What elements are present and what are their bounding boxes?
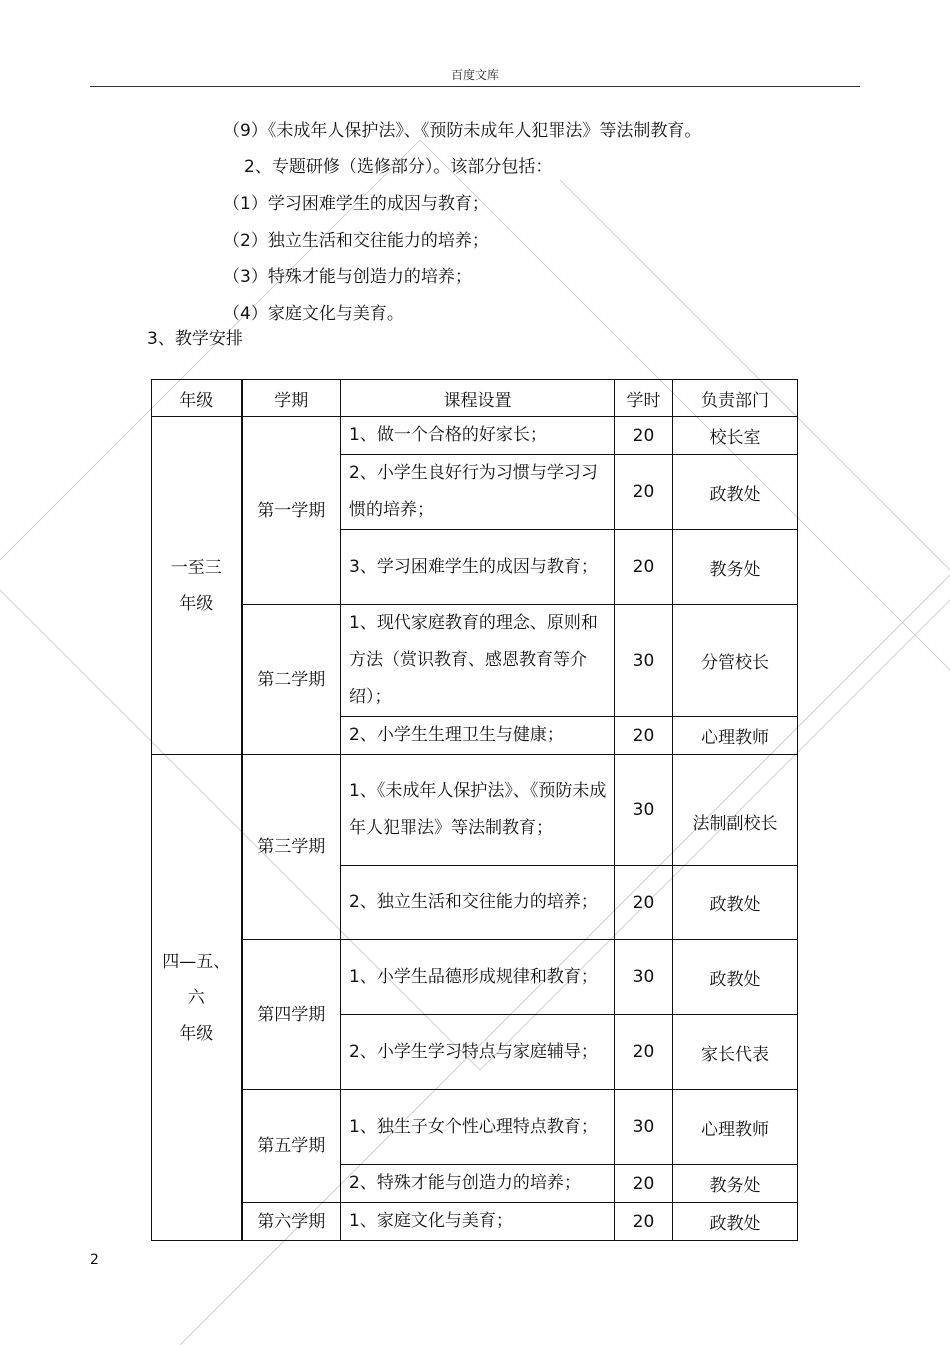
course-cell: 1、现代家庭教育的理念、原则和方法（赏识教育、感恩教育等介绍）；	[341, 605, 615, 717]
header-rule	[90, 86, 860, 87]
header-title: 百度文库	[450, 68, 499, 82]
header-grade: 年级	[152, 380, 242, 417]
table-row	[152, 1090, 798, 1165]
hours-cell: 20	[615, 1203, 673, 1241]
term-cell: 第二学期	[242, 605, 341, 755]
dept-cell: 政教处	[673, 940, 798, 1015]
term-cell: 第五学期	[242, 1090, 341, 1203]
hours-cell: 20	[615, 1015, 673, 1090]
dept-cell: 政教处	[673, 866, 798, 940]
course-cell: 1、《未成年人保护法》、《预防未成年人犯罪法》等法制教育；	[341, 755, 615, 866]
hours-cell: 20	[615, 530, 673, 605]
grade-line: 年级	[179, 593, 214, 614]
section-heading: 3、教学安排	[147, 329, 243, 349]
grade-line: 年级	[179, 1023, 214, 1044]
table-row	[152, 755, 798, 866]
table-row	[152, 940, 798, 1015]
course-cell: 1、做一个合格的好家长；	[341, 417, 615, 455]
hours-cell: 30	[615, 605, 673, 717]
schedule-table	[151, 379, 798, 1241]
body-line-3: （1）学习困难学生的成因与教育；	[223, 194, 489, 214]
table-row	[152, 417, 798, 455]
hours-cell: 20	[615, 1165, 673, 1203]
hours-cell: 20	[615, 866, 673, 940]
course-cell: 2、独立生活和交往能力的培养；	[341, 866, 615, 940]
body-line-4: （2）独立生活和交往能力的培养；	[223, 231, 489, 251]
hours-cell: 30	[615, 755, 673, 866]
header-hours: 学时	[615, 380, 673, 417]
hours-cell: 30	[615, 940, 673, 1015]
header-course: 课程设置	[341, 380, 615, 417]
course-cell: 2、小学生生理卫生与健康；	[341, 717, 615, 755]
course-cell: 1、家庭文化与美育；	[341, 1203, 615, 1241]
dept-cell: 心理教师	[673, 1090, 798, 1165]
hours-cell: 20	[615, 455, 673, 530]
course-cell: 2、小学生良好行为习惯与学习习惯的培养；	[341, 455, 615, 530]
body-line-2: 2、专题研修（选修部分）。该部分包括：	[244, 157, 553, 177]
hours-cell: 20	[615, 417, 673, 455]
course-cell: 1、小学生品德形成规律和教育；	[341, 940, 615, 1015]
term-cell: 第六学期	[242, 1203, 341, 1241]
dept-cell: 校长室	[673, 417, 798, 455]
hours-cell: 20	[615, 717, 673, 755]
dept-cell: 法制副校长	[673, 755, 798, 866]
dept-cell: 政教处	[673, 455, 798, 530]
hours-cell: 30	[615, 1090, 673, 1165]
grade-line: 六	[187, 987, 205, 1008]
course-cell: 2、小学生学习特点与家庭辅导；	[341, 1015, 615, 1090]
grade-cell	[152, 417, 242, 755]
grade-line: 四—五、	[162, 951, 231, 972]
body-line-5: （3）特殊才能与创造力的培养；	[223, 267, 472, 287]
table-header-row	[152, 380, 798, 417]
table-row	[152, 605, 798, 717]
course-cell: 3、学习困难学生的成因与教育；	[341, 530, 615, 605]
dept-cell: 教务处	[673, 530, 798, 605]
term-cell: 第三学期	[242, 755, 341, 940]
course-cell: 1、独生子女个性心理特点教育；	[341, 1090, 615, 1165]
dept-cell: 政教处	[673, 1203, 798, 1241]
dept-cell: 教务处	[673, 1165, 798, 1203]
grade-line: 一至三	[170, 557, 222, 578]
header-term: 学期	[242, 380, 341, 417]
dept-cell: 分管校长	[673, 605, 798, 717]
term-cell: 第四学期	[242, 940, 341, 1090]
header-dept: 负责部门	[673, 380, 798, 417]
grade-cell	[152, 755, 242, 1241]
page-number: 2	[90, 1252, 99, 1268]
body-line-1: （9）《未成年人保护法》、《预防未成年人犯罪法》等法制教育。	[223, 121, 702, 141]
term-cell: 第一学期	[242, 417, 341, 605]
dept-cell: 家长代表	[673, 1015, 798, 1090]
course-cell: 2、特殊才能与创造力的培养；	[341, 1165, 615, 1203]
table-row	[152, 1203, 798, 1241]
dept-cell: 心理教师	[673, 717, 798, 755]
body-line-6: （4）家庭文化与美育。	[223, 304, 404, 324]
